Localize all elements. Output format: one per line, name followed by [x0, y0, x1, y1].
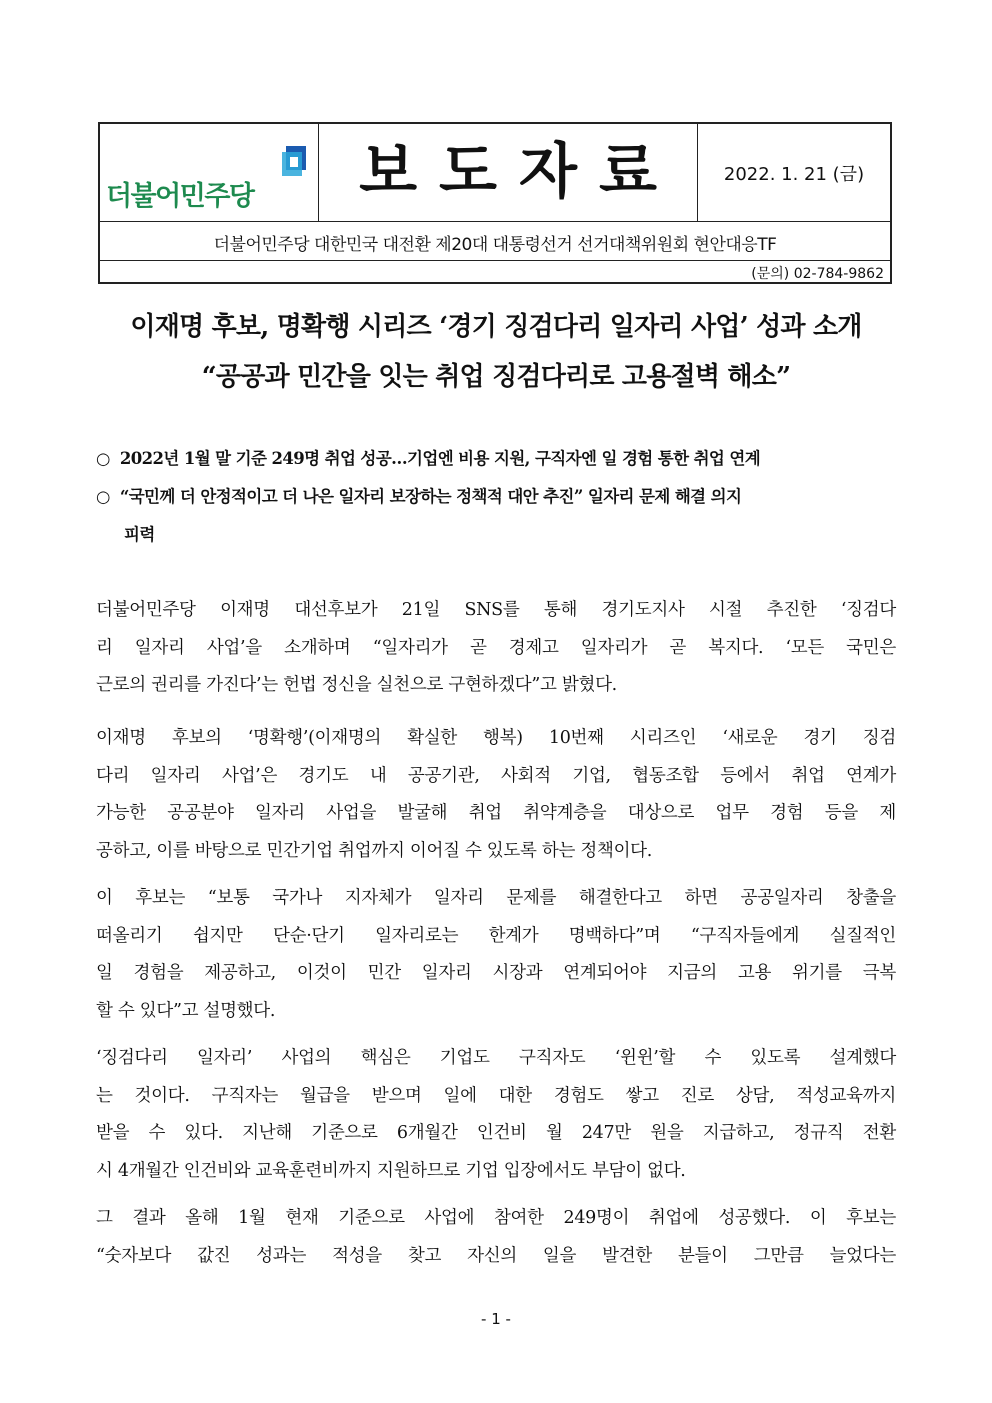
- organization-name: 더불어민주당 대한민국 대전환 제20대 대통령선거 선거대책위원회 현안대응TF: [213, 235, 777, 255]
- body-paragraph: [96, 1200, 896, 1275]
- bullet-text-continued: 피력: [124, 525, 155, 544]
- paragraph-line: 가능한 공공분야 일자리 사업을 발굴해 취업 취약계층을 대상으로 업무 경험 등을 제: [96, 803, 896, 823]
- paragraph-line: 시 4개월간 인건비와 교육훈련비까지 지원하므로 기업 입장에서도 부담이 없다.: [96, 1160, 686, 1181]
- party-logo-cell: [100, 124, 319, 221]
- paragraph-line: 는 것이다. 구직자는 월급을 받으며 일에 대한 경험도 쌓고 진로 상담, 적성교육까지: [96, 1085, 896, 1106]
- paragraph-line: ‘징검다리 일자리’ 사업의 핵심은 기업도 구직자도 ‘윈윈’할 수 있도록 설계했다: [96, 1048, 896, 1068]
- date-cell: [698, 124, 890, 221]
- bullet-text: 2022년 1월 말 기준 249명 취업 성공…기업엔 비용 지원, 구직자엔 일 경험 통한 취업 연계: [119, 449, 761, 468]
- body-paragraph: [96, 720, 896, 870]
- document-title: 보도자료: [359, 137, 679, 207]
- body-paragraph: [96, 592, 896, 705]
- paragraph-line: 이 후보는 “보통 국가나 지자체가 일자리 문제를 해결한다고 하면 공공일자리 창출을: [96, 888, 896, 908]
- paragraph-line: 일 경험을 제공하고, 이것이 민간 일자리 시장과 연계되어야 지금의 고용 위기를 극복: [96, 963, 896, 983]
- paragraph-line: 떠올리기 쉽지만 단순·단기 일자리로는 한계가 명백하다”며 “구직자들에게 실질적인: [96, 925, 896, 946]
- header-top-row: [100, 124, 890, 222]
- paragraph-line: 다리 일자리 사업’은 경기도 내 공공기관, 사회적 기업, 협동조합 등에서 취업 연계가: [96, 765, 896, 786]
- contact-phone: (문의) 02-784-9862: [751, 266, 884, 282]
- page-number: - 1 -: [481, 1310, 511, 1328]
- paragraph-line: 이재명 후보의 ‘명확행’(이재명의 확실한 행복) 10번째 시리즈인 ‘새로운 경기 징검: [96, 728, 896, 748]
- body-paragraph: [96, 880, 896, 1030]
- headline-sub: “공공과 민간을 잇는 취업 징검다리로 고용절벽 해소”: [201, 362, 791, 392]
- release-date: 2022. 1. 21 (금): [723, 164, 865, 185]
- paragraph-line: 근로의 권리를 가진다’는 헌법 정신을 실천으로 구현하겠다”고 밝혔다.: [96, 675, 617, 695]
- press-release-header: [98, 122, 892, 284]
- paragraph-line: “숫자보다 값진 성과는 적성을 찾고 자신의 일을 발견한 분들이 그만큼 늘었다는: [96, 1245, 896, 1266]
- headline-main: 이재명 후보, 명확행 시리즈 ‘경기 징검다리 일자리 사업’ 성과 소개: [130, 312, 862, 342]
- paragraph-line: 그 결과 올해 1월 현재 기준으로 사업에 참여한 249명이 취업에 성공했다. 이 후보는: [96, 1208, 896, 1228]
- paragraph-line: 할 수 있다”고 설명했다.: [96, 1000, 276, 1021]
- paragraph-line: 공하고, 이를 바탕으로 민간기업 취업까지 이어질 수 있도록 하는 정책이다.: [96, 840, 653, 861]
- body-paragraph: [96, 1040, 896, 1190]
- bullet-circle-icon: ○: [96, 487, 110, 506]
- bullet-point: [96, 440, 896, 478]
- bullet-circle-icon: ○: [96, 449, 110, 468]
- party-logo-text: 더불어민주당: [106, 181, 254, 212]
- organization-row: [100, 222, 890, 261]
- paragraph-line: 받을 수 있다. 지난해 기준으로 6개월간 인건비 월 247만 원을 지급하고, 정규직 전환: [96, 1123, 896, 1143]
- paragraph-line: 더불어민주당 이재명 대선후보가 21일 SNS를 통해 경기도지사 시절 추진한 ‘징검다: [96, 600, 896, 620]
- contact-row: [100, 261, 890, 282]
- title-cell: [319, 124, 698, 221]
- bullet-text: “국민께 더 안정적이고 더 나은 일자리 보장하는 정책적 대안 추진” 일자리 문제 해결 의지: [119, 487, 742, 506]
- bullet-point: [96, 478, 896, 554]
- paragraph-line: 리 일자리 사업’을 소개하며 “일자리가 곧 경제고 일자리가 곧 복지다. ‘모든 국민은: [96, 637, 896, 658]
